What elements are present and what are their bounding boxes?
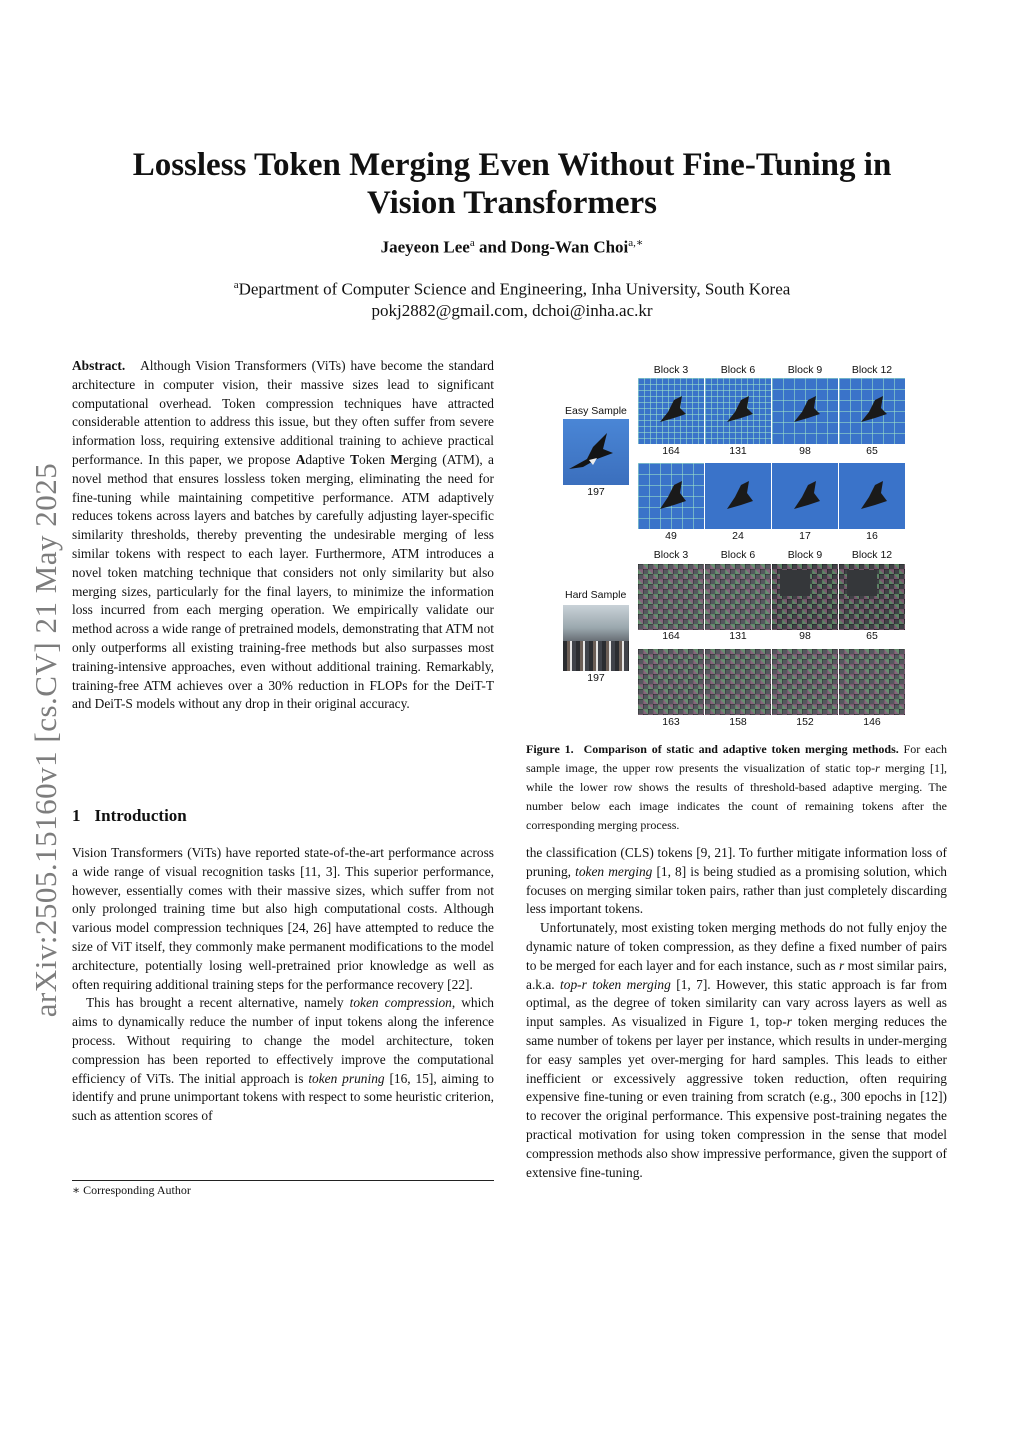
paper-title bbox=[80, 146, 944, 222]
author-2-affil: a,∗ bbox=[628, 237, 644, 249]
hard-adaptive-count-6: 158 bbox=[729, 716, 747, 728]
hard-static-count-6: 131 bbox=[729, 630, 747, 642]
atm-t: T bbox=[350, 451, 360, 467]
abstract-label: Abstract. bbox=[72, 358, 126, 373]
abstract-text-1: Although Vision Transformers (ViTs) have become the standard architecture in computer vision, their massive sizes lead to significant computational overhead. Token compression techniques have attracted considerable attention to address this issue, but they often suffer from severe information loss, requiring extensive additional training to achieve practical performance. In this paper, we propose bbox=[72, 358, 495, 467]
right-p2-d: token merging reduces the same number of tokens per layer per instance, which results in under-merging for easy samples yet over-merging for hard samples. This leads to either inefficient or excessively aggressive token reduction, often requiring expensive fine-tuning or even training from scratch (e.g., 300 epochs in [12]) to recover the original performance. This expensive post-training negates the practical motivation for using token compression in the sense that model compression methods also show impressive performance, given the support of extensive fine-tuning. bbox=[526, 1014, 948, 1180]
intro-p2-b: , which aims to dynamically reduce the number of input tokens along the inference process. Without requiring to change the model architecture, token compression has been reported to effectively improve the computational efficiency of ViTs. The initial approach is bbox=[72, 995, 494, 1086]
title-line-2: Vision Transformers bbox=[367, 185, 657, 221]
right-p2-em: top-r token merging bbox=[560, 976, 671, 992]
right-p2-r1: r bbox=[838, 957, 845, 973]
bird-icon bbox=[772, 378, 838, 444]
bird-icon bbox=[563, 419, 629, 485]
hard-adaptive-tile-9 bbox=[772, 649, 838, 715]
hard-sample-image bbox=[563, 605, 629, 671]
easy-adaptive-tile-6 bbox=[705, 463, 771, 529]
hard-block-label-6: Block 6 bbox=[720, 549, 756, 561]
right-p1-a: the classification (CLS) tokens [9, 21]. To further mitigate information loss of pruning, bbox=[526, 845, 947, 879]
atm-t-rest: oken bbox=[359, 451, 391, 467]
atm-m: M bbox=[390, 451, 403, 467]
author-1: Jaeyeon Lee bbox=[380, 237, 470, 257]
atm-m-rest: erging bbox=[402, 451, 437, 467]
bird-icon bbox=[772, 463, 838, 529]
footnote: ∗ Corresponding Author bbox=[72, 1183, 191, 1197]
hard-static-count-12: 65 bbox=[866, 630, 878, 642]
introduction-body bbox=[72, 844, 494, 1126]
hard-block-label-3: Block 3 bbox=[653, 549, 689, 561]
bird-icon bbox=[705, 463, 771, 529]
right-p2-c: [1, 7]. However, this static approach is far from optimal, as the degree of token similarity can vary across layers as well as input samples. As visualized in Figure 1, top- bbox=[526, 976, 947, 1030]
figure-1 bbox=[560, 362, 916, 728]
hard-adaptive-count-9: 152 bbox=[796, 716, 814, 728]
easy-block-label-6: Block 6 bbox=[720, 364, 756, 376]
easy-static-count-6: 131 bbox=[729, 445, 747, 457]
hard-static-tile-12 bbox=[839, 564, 905, 630]
easy-static-count-9: 98 bbox=[799, 445, 811, 457]
easy-static-count-3: 164 bbox=[662, 445, 680, 457]
caption-text-a: For each sample image, the upper row presents the visualization of static top- bbox=[526, 742, 947, 775]
intro-paragraph-2 bbox=[72, 994, 494, 1126]
footnote-rule bbox=[72, 1180, 494, 1181]
caption-label: Figure 1. bbox=[526, 742, 574, 756]
author-joiner: and bbox=[474, 237, 511, 257]
bird-icon bbox=[839, 463, 905, 529]
caption-text-b: merging [1], while the lower row shows the results of threshold-based adaptive merging. The number below each image indicates the count of remaining tokens after the corresponding merging process. bbox=[526, 761, 948, 832]
easy-block-label-9: Block 9 bbox=[787, 364, 823, 376]
intro-paragraph-1: Vision Transformers (ViTs) have reported state-of-the-art performance across a wide range of visual recognition tasks [11, 3]. This superior performance, however, essentially comes with their massive sizes, which suffer from not only prolonged training time but also high computational costs. Although various model compression techniques [24, 26] have attempted to reduce the size of ViT itself, they commonly make permanent modifications to the model architecture, potentially losing well-pretrained prior knowledge as well as often requiring additional training steps for the performance recovery [22]. bbox=[72, 845, 494, 992]
hard-adaptive-tile-6 bbox=[705, 649, 771, 715]
atm-a-rest: daptive bbox=[305, 451, 351, 467]
right-p1-em: token merging bbox=[575, 863, 653, 879]
hard-adaptive-count-3: 163 bbox=[662, 716, 680, 728]
easy-adaptive-tile-9 bbox=[772, 463, 838, 529]
hard-static-tile-3 bbox=[638, 564, 704, 630]
affiliation bbox=[80, 275, 944, 321]
intro-p2-em2: token pruning bbox=[308, 1070, 385, 1086]
authors bbox=[80, 236, 944, 258]
easy-adaptive-tile-12 bbox=[839, 463, 905, 529]
section-heading-introduction bbox=[72, 806, 187, 826]
hard-static-count-3: 164 bbox=[662, 630, 680, 642]
right-p1-b: [1, 8] is being studied as a promising solution, which focuses on merging similar token pairs, rather than just completely discarding less important tokens. bbox=[526, 863, 947, 917]
easy-sample-image bbox=[563, 419, 629, 485]
easy-sample-label: Easy Sample bbox=[565, 405, 627, 417]
bird-icon bbox=[638, 463, 704, 529]
easy-adaptive-count-6: 24 bbox=[732, 530, 744, 542]
easy-block-label-12: Block 12 bbox=[851, 364, 893, 376]
right-paragraph-2 bbox=[526, 919, 947, 1182]
easy-block-label-3: Block 3 bbox=[653, 364, 689, 376]
hard-sample-count: 197 bbox=[587, 672, 605, 684]
easy-static-tile-6 bbox=[705, 378, 771, 444]
right-p2-a: Unfortunately, most existing token merging methods do not fully enjoy the dynamic nature of token compression, as they define a fixed number of pairs to be merged for each layer and for each instance, such as bbox=[526, 920, 947, 973]
bird-icon bbox=[705, 378, 771, 444]
right-p2-r2: r bbox=[786, 1014, 792, 1030]
author-1-affil: a bbox=[469, 237, 475, 249]
easy-adaptive-tile-3 bbox=[638, 463, 704, 529]
intro-p2-em1: token compression bbox=[349, 995, 452, 1011]
right-p2-b: most similar pairs, a.k.a. bbox=[526, 957, 947, 992]
affiliation-sup: a bbox=[233, 279, 239, 291]
title-line-1: Lossless Token Merging Even Without Fine-Tuning in bbox=[132, 147, 892, 183]
hard-static-tile-9 bbox=[772, 564, 838, 630]
abstract bbox=[72, 357, 494, 714]
hard-static-tile-6 bbox=[705, 564, 771, 630]
hard-adaptive-tile-12 bbox=[839, 649, 905, 715]
easy-static-tile-3 bbox=[638, 378, 704, 444]
bird-icon bbox=[839, 378, 905, 444]
right-paragraph-1 bbox=[526, 844, 947, 919]
caption-r: r bbox=[875, 761, 880, 775]
easy-static-count-12: 65 bbox=[866, 445, 878, 457]
arxiv-stamp: arXiv:2505.15160v1 [cs.CV] 21 May 2025 bbox=[28, 462, 63, 1018]
easy-static-tile-9 bbox=[772, 378, 838, 444]
hard-sample-label: Hard Sample bbox=[565, 589, 627, 601]
figure-caption bbox=[526, 740, 947, 835]
abstract-text-2: (ATM), a novel method that ensures lossless token merging, eliminating the need for fine-tuning while maintaining competitive performance. ATM adaptively reduces tokens across layers and batches by carefully adjusting layer-specific similarity thresholds, thereby preventing the undesirable merging of less similar tokens with respect to each layer. Furthermore, ATM introduces a novel token matching technique that considers not only similarity but also merging sizes, particularly for the final layers, to minimize the information loss incurred from each merging operation. We empirically validate our method across a wide range of pretrained models, demonstrating that ATM not only outperforms all existing training-free methods but also surpasses most training-intensive approaches, even without additional training. Remarkably, training-free ATM achieves over a 30% reduction in FLOPs for the DeiT-T and DeiT-S models without any drop in their original accuracy. bbox=[72, 451, 494, 712]
intro-p2-c: [16, 15], aiming to identify and prune unimportant tokens with respect to some heuristic criterion, such as attention scores of bbox=[72, 1070, 494, 1124]
author-2: Dong-Wan Choi bbox=[510, 237, 629, 257]
easy-adaptive-count-3: 49 bbox=[665, 530, 677, 542]
hard-adaptive-tile-3 bbox=[638, 649, 704, 715]
hard-block-label-9: Block 9 bbox=[787, 549, 823, 561]
author-emails: pokj2882@gmail.com, dchoi@inha.ac.kr bbox=[371, 300, 653, 320]
easy-adaptive-count-12: 16 bbox=[866, 530, 878, 542]
easy-sample-count: 197 bbox=[587, 486, 605, 498]
caption-title: Comparison of static and adaptive token merging methods. bbox=[583, 742, 899, 756]
hard-block-label-12: Block 12 bbox=[851, 549, 893, 561]
hard-adaptive-count-12: 146 bbox=[863, 716, 881, 728]
easy-static-tile-12 bbox=[839, 378, 905, 444]
intro-p2-a: This has brought a recent alternative, namely bbox=[86, 995, 350, 1011]
easy-adaptive-count-9: 17 bbox=[799, 530, 811, 542]
hard-static-count-9: 98 bbox=[799, 630, 811, 642]
bird-icon bbox=[638, 378, 704, 444]
right-column-body bbox=[526, 844, 947, 1182]
affiliation-line: Department of Computer Science and Engineering, Inha University, South Korea bbox=[238, 279, 791, 299]
section-number: 1 bbox=[72, 806, 81, 825]
atm-a: A bbox=[295, 451, 306, 467]
section-title: Introduction bbox=[94, 806, 187, 825]
